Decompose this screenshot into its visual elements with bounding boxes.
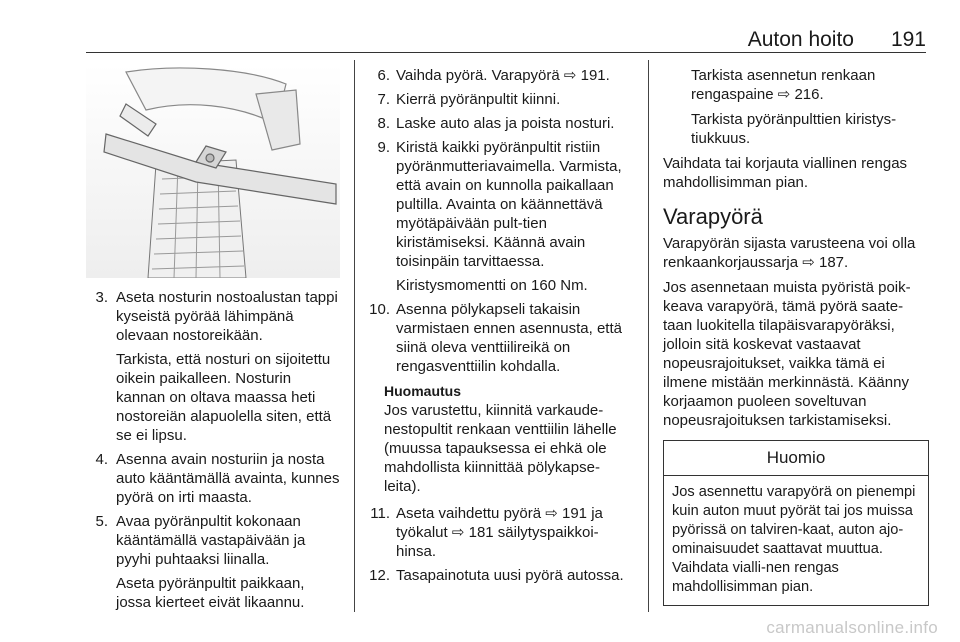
jack-illustration bbox=[86, 64, 340, 278]
item-number: 8. bbox=[377, 115, 390, 132]
list-item bbox=[86, 512, 342, 612]
item-text: Vaihda pyörä. Varapyörä ⇨ 191. bbox=[396, 67, 610, 84]
item-text: Kierrä pyöränpultit kiinni. bbox=[396, 91, 561, 108]
caution-text: Jos asennettu varapyörä on pienempi kuin auton muut pyörät tai jos muissa pyörissä on talviren-kaat, auton ajo-ominaisuudet saattavat muuttua. Vaihdata vialli-nen rengas mahdollisimman pian. bbox=[672, 484, 916, 595]
item-text: Aseta vaihdettu pyörä ⇨ 191 ja työkalut ⇨ 181 säilytyspaikkoi-hinsa. bbox=[396, 505, 603, 560]
item-text: Laske auto alas ja poista nosturi. bbox=[396, 115, 615, 132]
page-number: 191 bbox=[890, 28, 926, 51]
item-number: 11. bbox=[370, 505, 390, 522]
item-number: 4. bbox=[95, 451, 108, 468]
list-item bbox=[86, 288, 342, 445]
item-number: 5. bbox=[95, 513, 108, 530]
column-divider-2 bbox=[648, 60, 649, 612]
caution-box bbox=[663, 440, 929, 606]
list-item bbox=[368, 504, 636, 561]
item-number: 7. bbox=[377, 91, 390, 108]
item-text: Avaa pyöränpultit kokonaan kääntämällä vastapäivään ja pyyhi puhtaaksi liinalla. bbox=[116, 513, 306, 568]
item-extra: Tarkista, että nosturi on sijoitettu oikein paikalleen. Nosturin kannan on oltava maassa heti nostoreiän alapuolella siten, että se ei lipsu. bbox=[116, 351, 332, 444]
item-extra: Aseta pyöränpultit paikkaan, jossa kierteet eivät likaannu. bbox=[116, 575, 305, 611]
paragraph: Vaihdata tai korjauta viallinen rengas mahdollisimman pian. bbox=[663, 155, 908, 191]
header-rule bbox=[86, 52, 926, 53]
section-title: Auton hoito bbox=[747, 28, 854, 51]
item-number: 6. bbox=[377, 67, 390, 84]
item-number: 12. bbox=[369, 567, 390, 584]
list-item bbox=[368, 90, 636, 109]
item-number: 3. bbox=[95, 289, 108, 306]
list-item bbox=[86, 450, 342, 507]
note-text: Jos varustettu, kiinnitä varkaude-nestopultit renkaan venttiilin lähelle (muussa tapauksessa ei ehkä ole mahdollista kiinnittää pölykapse-leita). bbox=[384, 402, 617, 495]
item-number: 10. bbox=[369, 301, 390, 318]
section-heading: Varapyörä bbox=[663, 204, 763, 229]
item-number: 9. bbox=[377, 139, 390, 156]
item-text: Kiristä kaikki pyöränpultit ristiin pyöränmutteriavaimella. Varmista, että avain on kunnolla paikallaan pultilla. Avainta on käännettävä myötäpäivään pult-tien kiristämiseksi. Käännä avain toisinpäin tarvittaessa. bbox=[396, 139, 622, 270]
note-block bbox=[368, 382, 636, 496]
paragraph: Jos asennetaan muista pyöristä poik-keava varapyörä, tämä pyörä saate-taan luokitella tilapäisvarapyöräksi, jolloin sitä koskevat vastaavat nopeusrajoitukset, vaikka tämä ei ilmene mistään merkinnästä. Käänny korjaamon puoleen soveltuvan nopeusrajoituksen tarkistamiseksi. bbox=[663, 279, 911, 429]
item-text: Asenna avain nosturiin ja nosta auto kääntämällä avainta, kunnes pyörä on irti maasta. bbox=[116, 451, 340, 506]
list-item bbox=[368, 300, 636, 376]
paragraph: Varapyörän sijasta varusteena voi olla renkaankorjaussarja ⇨ 187. bbox=[663, 235, 916, 271]
watermark: carmanualsonline.info bbox=[766, 618, 938, 637]
column-3 bbox=[663, 66, 929, 606]
column-1 bbox=[86, 288, 342, 617]
list-item bbox=[368, 114, 636, 133]
continued-step-2: Tarkista pyöränpulttien kiristys-tiukkuus. bbox=[691, 111, 897, 147]
item-text: Aseta nosturin nostoalustan tappi kyseistä pyörää lähimpänä olevaan nostoreikään. bbox=[116, 289, 338, 344]
list-item bbox=[368, 138, 636, 295]
note-title: Huomautus bbox=[384, 383, 461, 399]
item-text: Tasapainotuta uusi pyörä autossa. bbox=[396, 567, 624, 584]
item-extra: Kiristysmomentti on 160 Nm. bbox=[396, 277, 588, 294]
page-header bbox=[86, 28, 926, 52]
continued-step-1: Tarkista asennetun renkaan rengaspaine ⇨ 216. bbox=[691, 67, 876, 103]
caution-title: Huomio bbox=[664, 441, 928, 476]
column-2 bbox=[368, 66, 636, 590]
list-item bbox=[368, 66, 636, 85]
list-item bbox=[368, 566, 636, 585]
column-divider-1 bbox=[354, 60, 355, 612]
item-text: Asenna pölykapseli takaisin varmistaen ennen asennusta, että siinä oleva venttiilireikä on rengasventtiilin kohdalla. bbox=[396, 301, 622, 375]
